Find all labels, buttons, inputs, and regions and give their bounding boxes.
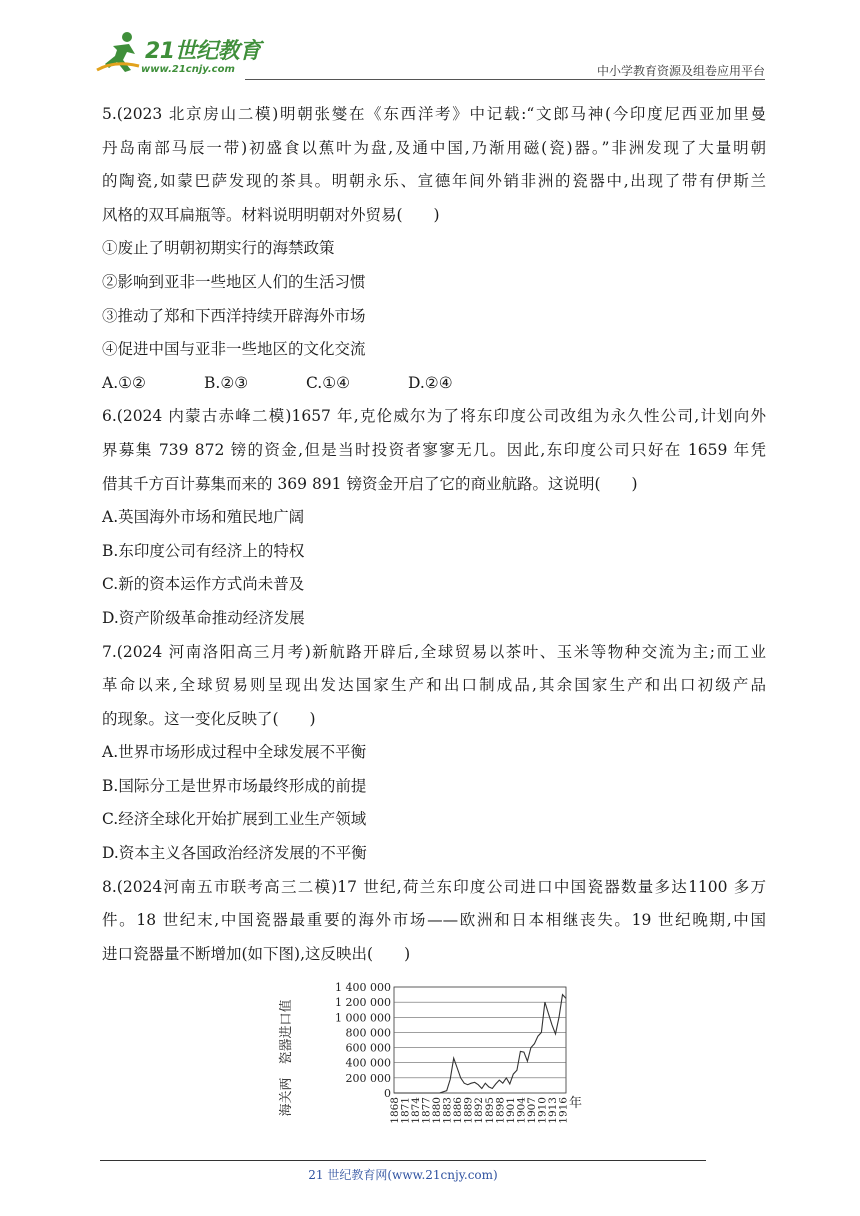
x-tick-label: 1871: [399, 1097, 412, 1124]
x-tick-label: 1892: [473, 1097, 486, 1124]
q5-stem-line: 的陶瓷,如蒙巴萨发现的茶具。明朝永乐、宣德年间外销非洲的瓷器中,出现了带有伊斯兰: [102, 172, 766, 191]
y-axis-label: 海关两 瓷器进口值: [279, 999, 294, 1117]
q6-stem-line: 6.(2024 内蒙古赤峰二模)1657 年,克伦威尔为了将东印度公司改组为永久性公司,计划向外: [102, 407, 766, 426]
q5-stem-line: 风格的双耳扁瓶等。材料说明明朝对外贸易( ): [102, 205, 440, 224]
x-tick-label: 1886: [452, 1097, 465, 1124]
x-tick-label: 1880: [431, 1097, 444, 1124]
q6-option-a[interactable]: A.英国海外市场和殖民地广阔: [102, 508, 305, 527]
x-tick-label: 1889: [462, 1097, 475, 1124]
x-tick-label: 1916: [557, 1097, 570, 1124]
q8-stem-line: 件。18 世纪末,中国瓷器最重要的海外市场——欧洲和日本相继丧失。19 世纪晚期,中国: [102, 911, 766, 930]
q7-stem-line: 革命以来,全球贸易则呈现出发达国家生产和出口制成品,其余国家生产和出口初级产品: [102, 676, 766, 695]
q5-statement: ①废止了明朝初期实行的海禁政策: [102, 239, 335, 258]
q6-stem-line: 界募集 739 872 镑的资金,但是当时投资者寥寥无几。因此,东印度公司只好在 1659 年凭: [102, 440, 766, 459]
q7-option-d[interactable]: D.资本主义各国政治经济发展的不平衡: [102, 844, 367, 863]
porcelain-import-chart: [276, 980, 606, 1145]
y-tick-label: 800 000: [345, 1026, 391, 1040]
platform-name: 中小学教育资源及组卷应用平台: [596, 64, 765, 78]
x-tick-label: 1877: [420, 1097, 433, 1124]
x-tick-label: 1874: [410, 1097, 423, 1124]
q5-statement: ③推动了郑和下西洋持续开辟海外市场: [102, 306, 366, 325]
x-tick-label: 1904: [515, 1097, 528, 1124]
header-divider: [245, 79, 765, 80]
q5-options: [102, 367, 766, 401]
runner-icon: [95, 30, 147, 76]
x-tick-label: 1913: [546, 1097, 559, 1124]
q6-option-d[interactable]: D.资产阶级革命推动经济发展: [102, 608, 305, 627]
q6-stem-line: 借其千方百计募集而来的 369 891 镑资金开启了它的商业航路。这说明( ): [102, 474, 638, 493]
q7-option-a[interactable]: A.世界市场形成过程中全球发展不平衡: [102, 743, 367, 762]
x-tick-label: 1895: [483, 1097, 496, 1124]
x-tick-label: 1883: [441, 1097, 454, 1124]
footer-text[interactable]: 21 世纪教育网(www.21cnjy.com): [308, 1168, 498, 1182]
q6-option-c[interactable]: C.新的资本运作方式尚未普及: [102, 575, 305, 594]
q5-stem-line: 5.(2023 北京房山二模)明朝张燮在《东西洋考》中记载:“文郎马神(今印度尼西亚加里曼: [102, 105, 766, 123]
x-tick-label: 1901: [504, 1097, 517, 1124]
site-logo[interactable]: [95, 30, 265, 78]
x-tick-label: 1898: [494, 1097, 507, 1124]
y-tick-label: 1 000 000: [335, 1011, 391, 1025]
q7-stem-line: 7.(2024 河南洛阳高三月考)新航路开辟后,全球贸易以茶叶、玉米等物种交流为主;而工业: [102, 642, 766, 661]
y-tick-label: 600 000: [345, 1041, 391, 1055]
y-tick-label: 1 400 000: [335, 981, 391, 994]
x-tick-label: 1907: [525, 1097, 538, 1124]
q7-stem-line: 的现象。这一变化反映了( ): [102, 709, 316, 728]
q8-stem-line: 进口瓷器量不断增加(如下图),这反映出( ): [102, 944, 411, 963]
q5-option-b[interactable]: B.②③: [204, 373, 249, 392]
chart-svg: [276, 980, 606, 1145]
plot-frame: [394, 987, 566, 1093]
q5-statement: ④促进中国与亚非一些地区的文化交流: [102, 340, 366, 359]
logo-url: www.21cnjy.com: [141, 64, 235, 75]
question-content: [102, 98, 766, 971]
y-tick-label: 0: [384, 1087, 391, 1100]
y-tick-label: 1 200 000: [335, 996, 391, 1010]
q5-option-d[interactable]: D.②④: [408, 373, 453, 392]
q5-option-a[interactable]: A.①②: [102, 373, 146, 392]
page-header: [95, 30, 765, 80]
y-tick-label: 200 000: [345, 1071, 391, 1085]
q7-option-b[interactable]: B.国际分工是世界市场最终形成的前提: [102, 776, 367, 795]
x-tick-label: 1868: [389, 1097, 401, 1124]
q5-stem-line: 丹岛南部马辰一带)初盛食以蕉叶为盘,及通中国,乃渐用磁(瓷)器。”非洲发现了大量明朝: [102, 138, 766, 157]
series-line: [394, 995, 566, 1093]
q6-option-b[interactable]: B.东印度公司有经济上的特权: [102, 541, 305, 560]
q5-option-c[interactable]: C.①④: [306, 373, 351, 392]
q5-statement: ②影响到亚非一些地区人们的生活习惯: [102, 272, 366, 291]
q8-stem-line: 8.(2024河南五市联考高三二模)17 世纪,荷兰东印度公司进口中国瓷器数量多达1100 多万: [102, 877, 766, 896]
y-tick-label: 400 000: [345, 1056, 391, 1070]
q7-option-c[interactable]: C.经济全球化开始扩展到工业生产领域: [102, 810, 367, 829]
footer-divider: [100, 1160, 706, 1161]
x-axis-label: 年: [569, 1096, 583, 1111]
logo-text: 21世纪教育: [145, 39, 261, 64]
x-tick-label: 1910: [536, 1097, 549, 1124]
